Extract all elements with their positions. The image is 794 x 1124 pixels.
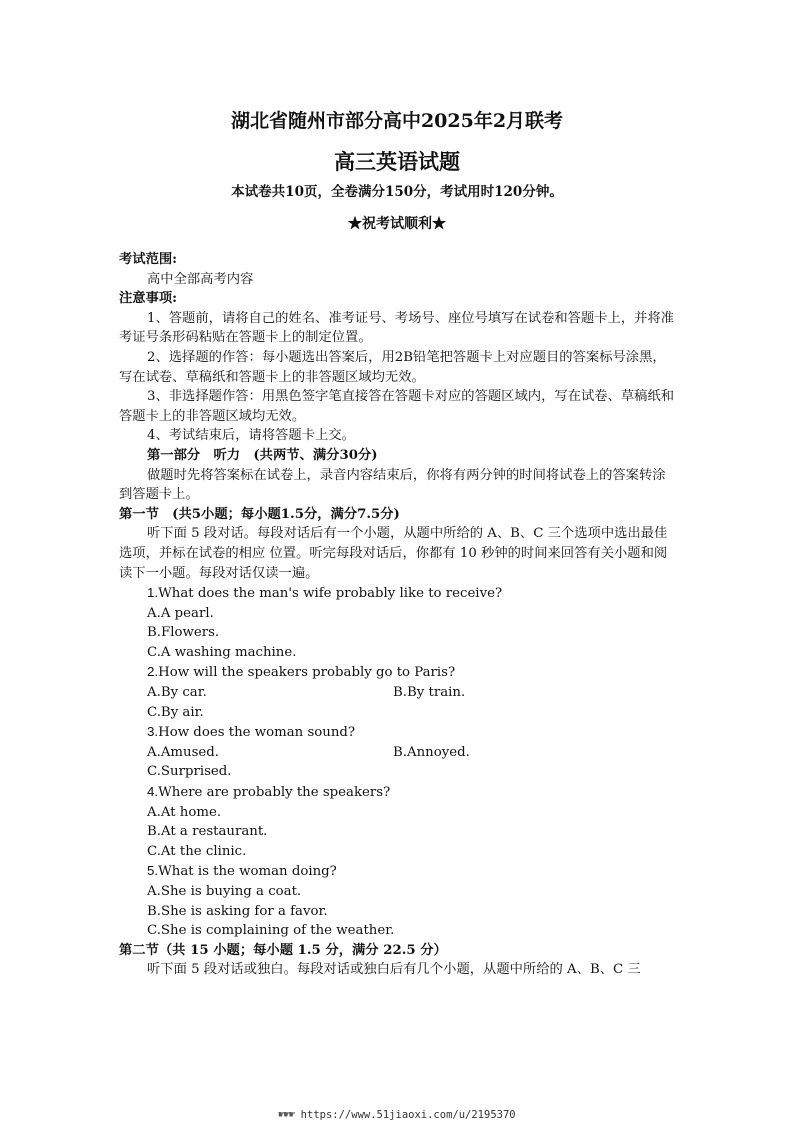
exam-info: 本试卷共10页，全卷满分150分，考试用时120分钟。 [231, 184, 563, 200]
question-number: 2. [147, 664, 159, 680]
question-number: 5. [147, 863, 159, 879]
option-c: C.She is complaining of the weather. [147, 923, 395, 939]
notice-item: 1、答题前，请将自己的姓名、准考证号、考场号、座位号填写在试卷和答题卡上，并将准考证号条形码粘贴在答题卡上的制定位置。 [119, 310, 675, 346]
question [119, 662, 677, 683]
scope-text: 高中全部高考内容 [147, 271, 254, 287]
question-text: How will the speakers probably go to Paris? [158, 665, 456, 681]
section1-intro: 听下面 5 段对话。每段对话后有一个小题，从题中所给的 A、B、C 三个选项中选出最佳选项，并标在试卷的相应 位置。听完每段对话后，你都有 10 秒钟的时间来回答有关小题和阅读下一小题。每段对话仅读一遍。 [119, 526, 668, 581]
section2-intro: 听下面 5 段对话或独白。每段对话或独白后有几个小题，从题中所给的 A、B、C 三 [147, 962, 641, 978]
exam-content [119, 250, 677, 980]
option-row [119, 683, 677, 703]
scope-label: 考试范围: [119, 252, 178, 267]
question [119, 583, 677, 604]
option-a: A.At home. [147, 804, 222, 820]
option-a: A.Amused. [147, 744, 220, 760]
option-c: C.At the clinic. [147, 843, 247, 859]
question [119, 722, 677, 743]
footer-link[interactable]: https://www.51jiaoxi.com/u/2195370 [300, 1109, 516, 1121]
notice-label: 注意事项: [119, 291, 178, 307]
notice-item: 2、选择题的作答：每小题选出答案后，用2B铅笔把答题卡上对应题目的答案标号涂黑，写在试卷、草稿纸和答题卡上的非答题区域均无效。 [119, 349, 666, 385]
part1-heading: 第一部分 听力 (共两节、满分30分) [147, 447, 378, 463]
option-b: B.At a restaurant. [147, 824, 268, 840]
notice-item: 4、考试结束后，请将答题卡上交。 [147, 428, 355, 444]
option-b: B.Flowers. [147, 625, 220, 641]
option-b: B.She is asking for a favor. [147, 903, 328, 919]
question [119, 861, 677, 882]
option-a: A.She is buying a coat. [147, 884, 302, 899]
subject-title: 高三英语试题 [334, 149, 460, 174]
question-number: 4. [147, 784, 159, 800]
option-c: C.By air. [147, 704, 204, 720]
question-text: How does the woman sound? [158, 725, 356, 741]
notice-item: 3、非选择题作答：用黑色签字笔直接答在答题卡对应的答题区域内，写在试卷、草稿纸和答题卡上的非答题区域均无效。 [119, 389, 675, 424]
footer-mark: ☛☛☛ [278, 1109, 295, 1121]
question-text: Where are probably the speakers? [158, 785, 391, 801]
option-b: B.Annoyed. [393, 744, 470, 760]
option-a: A.By car. [147, 685, 207, 701]
blessing: ★祝考试顺利★ [348, 216, 446, 232]
question-number: 3. [147, 724, 159, 740]
question-number: 1. [147, 585, 159, 601]
question-text: What does the man's wife probably like to receive? [158, 586, 503, 602]
question [119, 782, 677, 803]
option-c: C.A washing machine. [147, 644, 297, 660]
footer [0, 1109, 794, 1121]
section2-heading: 第二节（共 15 小题；每小题 1.5 分，满分 22.5 分） [119, 942, 447, 958]
option-c: C.Surprised. [147, 764, 232, 780]
option-row [119, 743, 677, 763]
question-text: What is the woman doing? [158, 864, 337, 880]
option-a: A.A pearl. [147, 605, 214, 621]
section1-heading: 第一节 (共5小题；每小题1.5分，满分7.5分) [119, 506, 400, 522]
part1-intro: 做题时先将答案标在试卷上，录音内容结束后，你将有两分钟的时间将试卷上的答案转涂到答题卡上。 [119, 467, 666, 503]
option-b: B.By train. [393, 685, 466, 701]
exam-title: 湖北省随州市部分高中2025年2月联考 [230, 110, 564, 132]
